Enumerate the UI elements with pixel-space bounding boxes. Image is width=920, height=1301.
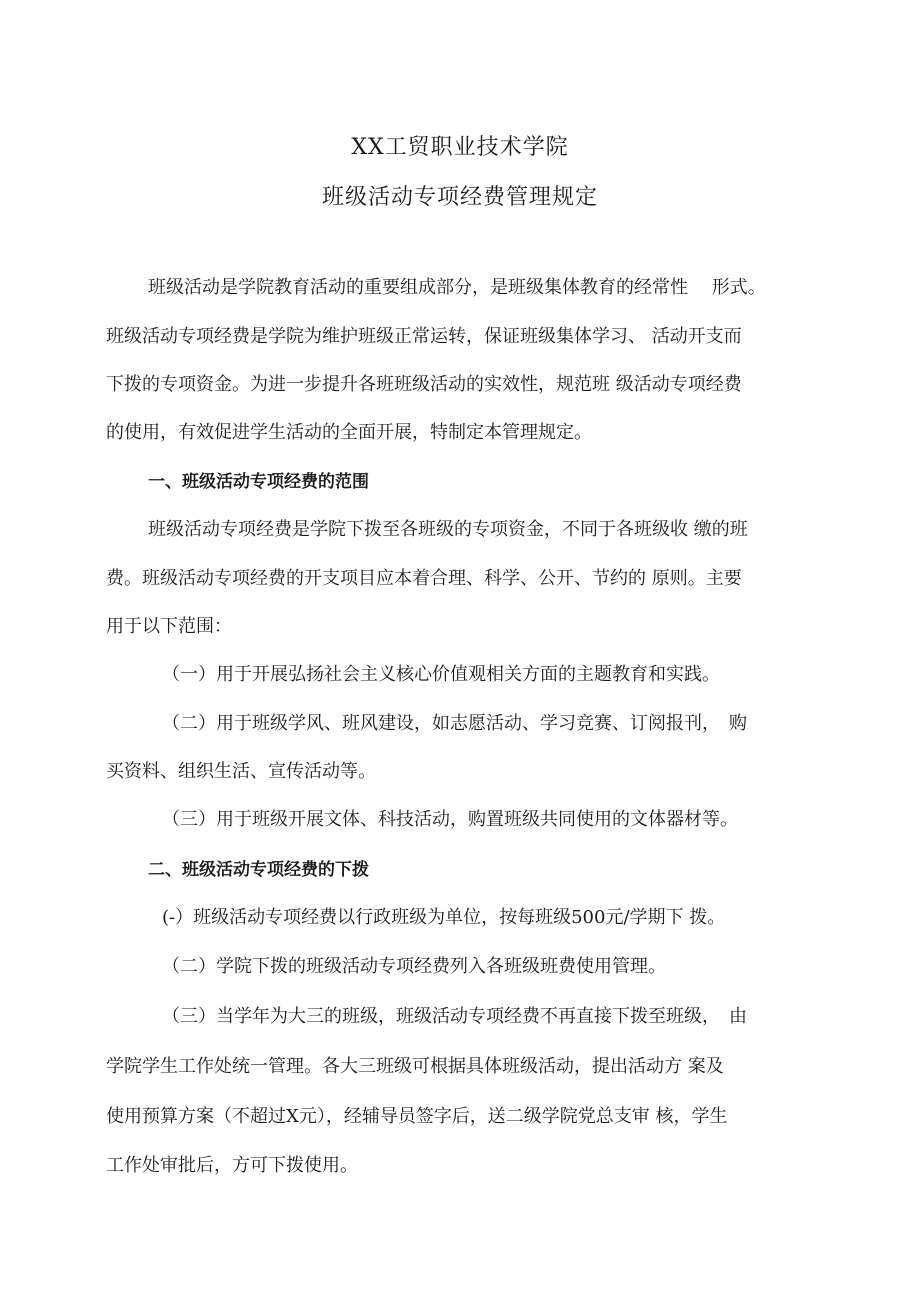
section-1-para-line-2: 费。班级活动专项经费的开支项目应本着合理、科学、公开、节约的 原则。主要: [106, 568, 742, 589]
section-2-item-3-line-2: 学院学生工作处统一管理。各大三班级可根据具体班级活动，提出活动方 案及: [106, 1056, 724, 1077]
section-1-item-2-line-1: （二）用于班级学风、班风建设，如志愿活动、学习竞赛、订阅报刊， 购: [162, 713, 747, 734]
section-1-item-3: （三）用于班级开展文体、科技活动，购置班级共同使用的文体器材等。: [162, 809, 738, 830]
section-1-item-1: （一）用于开展弘扬社会主义核心价值观相关方面的主题教育和实践。: [162, 664, 720, 685]
intro-line-2: 班级活动专项经费是学院为维护班级正常运转，保证班级集体学习、 活动开支而: [106, 326, 742, 347]
section-1-para-line-3: 用于以下范围：: [106, 616, 232, 637]
document-title-regulation: 班级活动专项经费管理规定: [321, 185, 598, 210]
section-2-item-1: (-）班级活动专项经费以行政班级为单位，按每班级500元/学期下 拨。: [162, 907, 726, 928]
intro-line-1: 班级活动是学院教育活动的重要组成部分，是班级集体教育的经常性 形式。: [148, 277, 766, 298]
section-1-heading: 一、班级活动专项经费的范围: [148, 472, 369, 492]
intro-line-3: 下拨的专项资金。为进一步提升各班班级活动的实效性，规范班 级活动专项经费: [106, 374, 742, 395]
section-2-item-3-line-3: 使用预算方案（不超过X元），经辅导员签字后，送二级学院党总支审 核，学生: [106, 1106, 728, 1127]
section-2-heading: 二、班级活动专项经费的下拨: [148, 860, 369, 880]
section-1-para-line-1: 班级活动专项经费是学院下拨至各班级的专项资金，不同于各班级收 缴的班: [148, 519, 748, 540]
document-title-institution: XX工贸职业技术学院: [351, 135, 569, 160]
section-2-item-3-line-1: （三）当学年为大三的班级，班级活动专项经费不再直接下拨至班级， 由: [162, 1006, 747, 1027]
section-1-item-2-line-2: 买资料、组织生活、宣传活动等。: [106, 761, 376, 782]
section-2-item-2: （二）学院下拨的班级活动专项经费列入各班级班费使用管理。: [162, 956, 666, 977]
section-2-item-3-line-4: 工作处审批后，方可下拨使用。: [106, 1155, 358, 1176]
intro-line-4: 的使用，有效促进学生活动的全面开展，特制定本管理规定。: [106, 422, 592, 443]
